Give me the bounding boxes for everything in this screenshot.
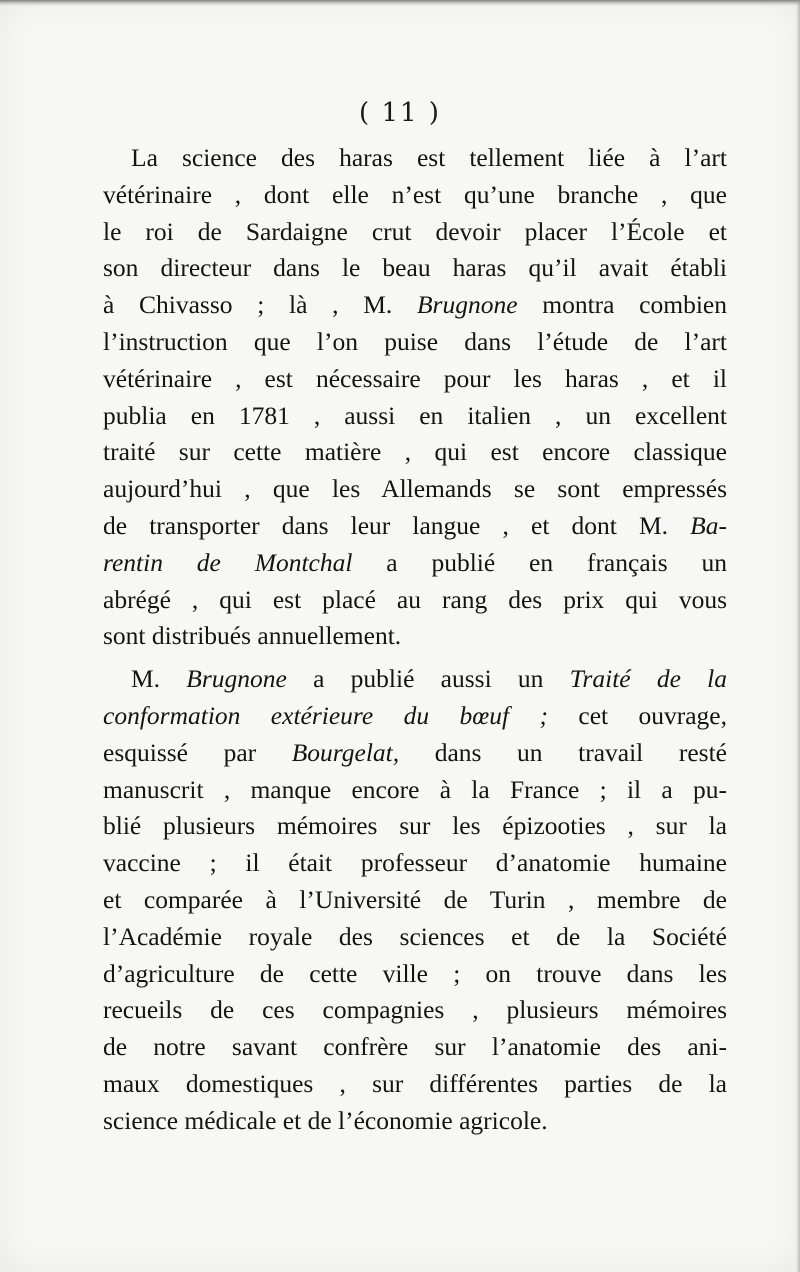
text-line: l’Académie royale des sciences et de la Société xyxy=(103,921,727,951)
text-line: son directeur dans le beau haras qu’il avait établi xyxy=(103,253,727,283)
text-line: M. Brugnone a publié aussi un Traité de la xyxy=(131,664,727,694)
text-line: vétérinaire , est nécessaire pour les haras , et il xyxy=(103,363,727,393)
italic-title: Traité de la xyxy=(569,664,727,694)
italic-name: Brugnone xyxy=(186,664,287,694)
text-line: esquissé par Bourgelat, dans un travail resté xyxy=(103,737,727,767)
page-right-edge-shadow xyxy=(796,0,800,1272)
text-line: rentin de Montchal a publié en français un xyxy=(103,547,727,577)
italic-name: Ba- xyxy=(690,510,727,540)
text-line: vétérinaire , dont elle n’est qu’une branche , que xyxy=(103,179,727,209)
text-line: d’agriculture de cette ville ; on trouve dans les xyxy=(103,958,727,988)
text-line: conformation extérieure du bœuf ; cet ouvrage, xyxy=(103,700,727,730)
text-line: de transporter dans leur langue , et dont M. Ba- xyxy=(103,510,727,540)
paragraph xyxy=(103,661,727,1139)
page-number: ( 11 ) xyxy=(359,98,441,128)
body-text xyxy=(103,140,727,1140)
text-line: publia en 1781 , aussi en italien , un excellent xyxy=(103,400,727,430)
text-line: à Chivasso ; là , M. Brugnone montra combien xyxy=(103,290,727,320)
text-line: et comparée à l’Université de Turin , membre de xyxy=(103,884,727,914)
paragraph xyxy=(103,140,727,655)
text-line: blié plusieurs mémoires sur les épizooties , sur la xyxy=(103,811,727,841)
text-line: manuscrit , manque encore à la France ; il a pu- xyxy=(103,774,727,804)
text-line: maux domestiques , sur différentes parties de la xyxy=(103,1068,727,1098)
text-line: abrégé , qui est placé au rang des prix qui vous xyxy=(103,584,727,614)
text-line: recueils de ces compagnies , plusieurs mémoires xyxy=(103,995,727,1025)
text-line: science médicale et de l’économie agricole. xyxy=(103,1105,548,1135)
text-line: La science des haras est tellement liée à l’art xyxy=(131,143,727,172)
italic-name: Brugnone xyxy=(416,290,518,320)
page-top-edge-shadow xyxy=(0,0,800,6)
text-line: traité sur cette matière , qui est encore classique xyxy=(103,437,727,467)
italic-name: Bourgelat, xyxy=(291,737,400,767)
text-line: l’instruction que l’on puise dans l’étude de l’art xyxy=(103,326,727,356)
italic-name: rentin de Montchal xyxy=(103,547,353,577)
text-line: vaccine ; il était professeur d’anatomie humaine xyxy=(103,848,727,878)
italic-title: conformation extérieure du bœuf ; xyxy=(103,700,548,730)
text-line: aujourd’hui , que les Allemands se sont empressés xyxy=(103,474,727,504)
text-line: le roi de Sardaigne crut devoir placer l’École et xyxy=(103,216,727,246)
text-line: sont distribués annuellement. xyxy=(103,621,402,651)
text-line: de notre savant confrère sur l’anatomie des ani- xyxy=(103,1032,727,1062)
